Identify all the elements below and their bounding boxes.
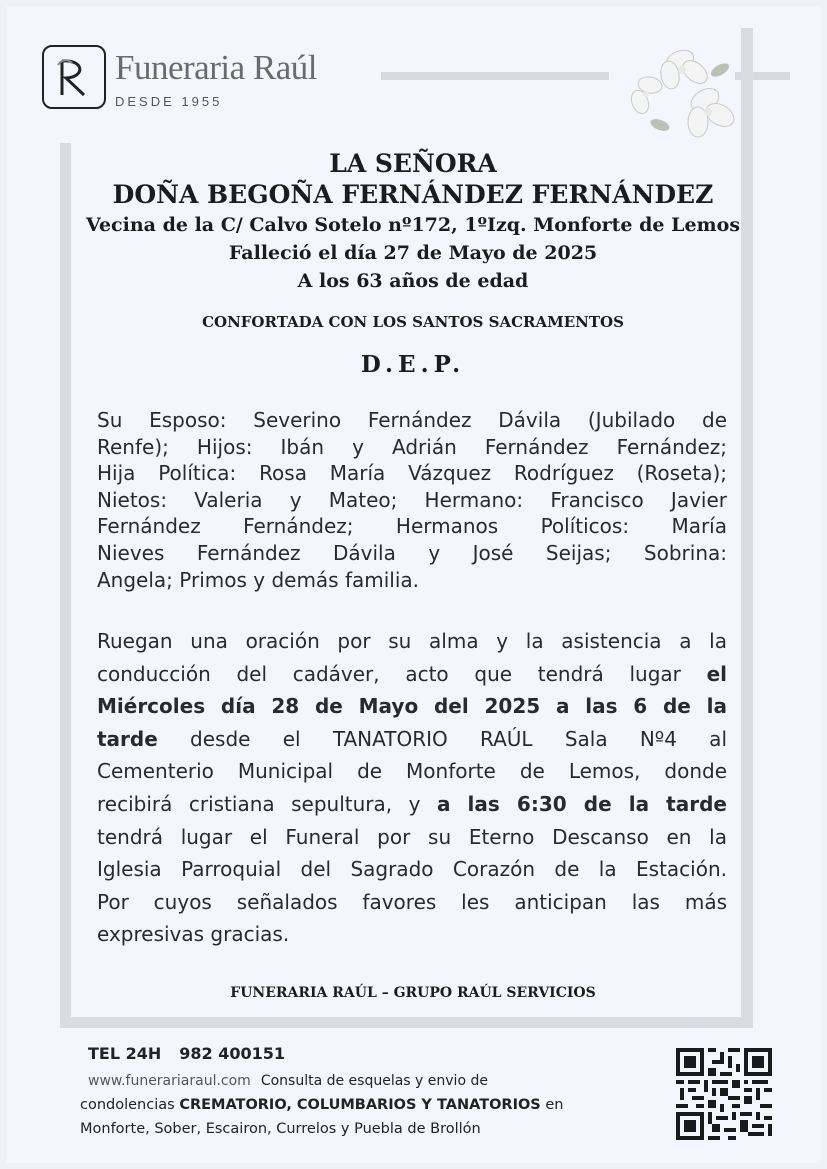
service-line: expresivas gracias. bbox=[97, 922, 290, 947]
phone-label: TEL 24H bbox=[88, 1044, 162, 1063]
service-text: recibirá cristiana sepultura, y bbox=[97, 791, 437, 816]
service-line bbox=[97, 723, 727, 756]
family-line: Su Esposo: Severino Fernández Dávila (Jubilado de bbox=[97, 408, 727, 432]
service-date-bold: Miércoles día 28 de Mayo del 2025 a las 6 de la bbox=[97, 694, 727, 719]
service-bold: tarde bbox=[97, 726, 158, 751]
services-pre: condolencias bbox=[80, 1097, 180, 1113]
frame-line-left bbox=[60, 143, 71, 1028]
service-paragraph bbox=[97, 625, 727, 951]
locations-line: Monforte, Sober, Escairon, Currelos y Puebla de Brollón bbox=[80, 1121, 481, 1137]
services-post: en bbox=[540, 1097, 564, 1113]
title-line-1: LA SEÑORA bbox=[329, 149, 497, 178]
service-line bbox=[97, 658, 727, 691]
sacraments-line: CONFORTADA CON LOS SANTOS SACRAMENTOS bbox=[202, 313, 624, 331]
dep-heading: D.E.P. bbox=[360, 351, 466, 378]
qr-code-icon[interactable] bbox=[676, 1048, 772, 1140]
death-date: Falleció el día 27 de Mayo de 2025 bbox=[228, 242, 598, 264]
services-line bbox=[80, 1097, 564, 1113]
funeral-time-bold: a las 6:30 de la tarde bbox=[436, 791, 727, 816]
family-line: Hija Política: Rosa María Vázquez Rodríguez (Roseta); bbox=[97, 461, 727, 486]
service-line bbox=[97, 788, 727, 821]
service-line: Ruegan una oración por su alma y la asistencia a la bbox=[97, 629, 727, 653]
website-description: Consulta de esquelas y envio de bbox=[260, 1073, 488, 1089]
family-line: Renfe); Hijos: Ibán y Adrián Fernández Fernández; bbox=[97, 434, 727, 459]
logo-r-icon bbox=[54, 55, 94, 99]
signature: FUNERARIA RAÚL – GRUPO RAÚL SERVICIOS bbox=[230, 985, 596, 1001]
deceased-name: DOÑA BEGOÑA FERNÁNDEZ FERNÁNDEZ bbox=[112, 180, 714, 209]
service-line: tendrá lugar el Funeral por su Eterno Descanso en la bbox=[97, 824, 727, 849]
family-line: Angela; Primos y demás familia. bbox=[97, 567, 420, 592]
family-paragraph bbox=[97, 407, 727, 593]
frame-line-bottom bbox=[60, 1017, 753, 1028]
service-line: Iglesia Parroquial del Sagrado Corazón de la Estación. bbox=[97, 857, 727, 882]
flowers-icon bbox=[620, 30, 740, 150]
frame-line-right bbox=[741, 28, 753, 1028]
age-line: A los 63 años de edad bbox=[297, 270, 529, 292]
website-link[interactable]: www.funerariaraul.com bbox=[88, 1073, 251, 1089]
service-line bbox=[97, 690, 727, 723]
address-line: Vecina de la C/ Calvo Sotelo nº172, 1ºIzq. Monforte de Lemos bbox=[85, 214, 741, 236]
frame-line-top bbox=[381, 72, 609, 80]
service-text: desde el TANATORIO RAÚL Sala Nº4 al bbox=[157, 726, 727, 751]
services-bold: CREMATORIO, COLUMBARIOS Y TANATORIOS bbox=[179, 1097, 541, 1113]
phone-line bbox=[88, 1044, 285, 1063]
service-line: Por cuyos señalados favores les anticipan las más bbox=[97, 889, 727, 914]
family-line: Nieves Fernández Dávila y José Seijas; Sobrina: bbox=[97, 540, 727, 565]
logo bbox=[42, 45, 106, 109]
service-text: conducción del cadáver, acto que tendrá lugar bbox=[97, 661, 707, 686]
phone-number[interactable]: 982 400151 bbox=[179, 1044, 286, 1063]
service-line: Cementerio Municipal de Monforte de Lemos, donde bbox=[97, 759, 727, 784]
brand-since: DESDE 1955 bbox=[115, 94, 223, 109]
family-line: Nietos: Valeria y Mateo; Hermano: Francisco Javier bbox=[97, 487, 727, 512]
brand-name: Funeraria Raúl bbox=[115, 48, 317, 87]
website-line bbox=[88, 1073, 488, 1089]
service-bold: el bbox=[706, 661, 727, 686]
family-line: Fernández Fernández; Hermanos Políticos: María bbox=[97, 514, 727, 539]
